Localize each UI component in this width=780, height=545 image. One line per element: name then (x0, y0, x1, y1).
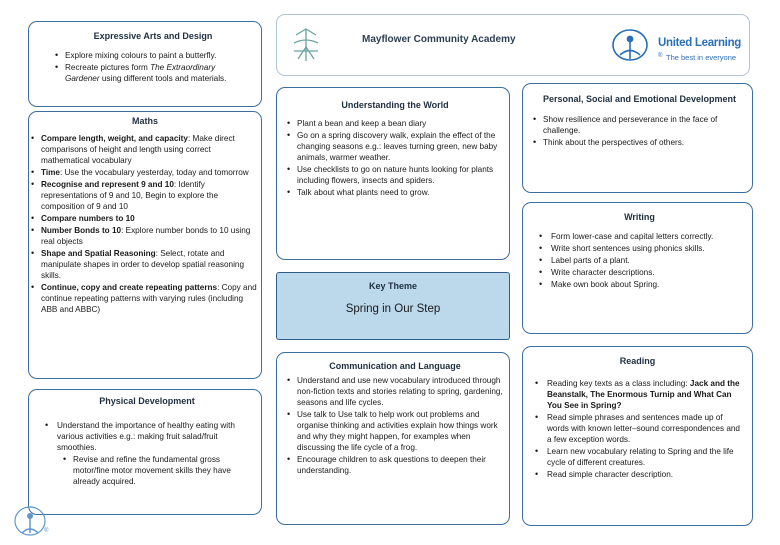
physical-box (28, 389, 262, 515)
list-item: • Write short sentences using phonics skills. (533, 243, 746, 254)
list-item: • Encourage children to ask questions to deepen their understanding. (287, 454, 503, 476)
psed-box (522, 83, 753, 193)
list-item: • Think about the perspectives of others. (533, 137, 746, 148)
list-item: • Show resilience and perseverance in the face of challenge. (533, 114, 746, 136)
key-theme-title: Key Theme (368, 281, 418, 291)
list-item: • Understand and use new vocabulary introduced through non-fiction texts and stories relating to spring, gardening, seasons and life cycles. (287, 375, 503, 408)
list-item: • Form lower-case and capital letters correctly. (533, 231, 746, 242)
key-theme-value: Spring in Our Step (345, 303, 441, 315)
psed-title: Personal, Social and Emotional Development (542, 94, 737, 104)
corner-logo-mark: ® (44, 528, 49, 534)
corner-logo-icon (12, 503, 48, 541)
list-item: • Compare length, weight, and capacity: Make direct comparisons of height and length using correct mathematical vocabulary (31, 133, 259, 166)
list-item: • Read simple character description. (529, 469, 746, 480)
communication-title: Communication and Language (329, 361, 461, 371)
reading-list (529, 378, 746, 480)
key-theme-box (276, 272, 510, 340)
maths-box (28, 111, 262, 379)
list-item: • Shape and Spatial Reasoning: Select, rotate and manipulate shapes in order to develop spatial reasoning skills. (31, 248, 259, 281)
list-item: • Go on a spring discovery walk, explain the effect of the changing seasons e.g.: leaves turning green, new baby animals, warmer weather. (287, 130, 503, 163)
trust-registered-mark: ® (658, 53, 663, 59)
trust-tagline: The best in everyone (666, 53, 737, 62)
list-item: • Use checklists to go on nature hunts looking for plants including flowers, insects and spiders. (287, 164, 503, 186)
physical-title: Physical Development (99, 396, 195, 406)
writing-title: Writing (624, 212, 655, 222)
world-box (276, 87, 510, 260)
communication-box (276, 352, 510, 525)
writing-list (533, 231, 746, 290)
reading-box (522, 346, 753, 526)
list-item: • Revise and refine the fundamental gross motor/fine motor movement skills they have already acquired. (39, 454, 255, 487)
list-item: • Reading key texts as a class including: Jack and the Beanstalk, The Enormous Turnip and What Can You See in Spring? (529, 378, 746, 411)
list-item: • Number Bonds to 10: Explore number bonds to 10 using real objects (31, 225, 259, 247)
list-item: • Continue, copy and create repeating patterns: Copy and continue repeating patterns with varying rules (including ABB and ABBC) (31, 282, 259, 315)
list-item: • Read simple phrases and sentences made up of words with known letter–sound correspondences and a few exception words. (529, 412, 746, 445)
maths-title: Maths (131, 116, 158, 126)
list-item: • Talk about what plants need to grow. (287, 187, 503, 198)
list-item: • Plant a bean and keep a bean diary (287, 118, 503, 129)
trust-logo-icon (608, 28, 654, 66)
school-name: Mayflower Community Academy (362, 34, 516, 45)
list-item: • Understand the importance of healthy eating with various activities e.g.: making fruit salad/fruit smoothies. (39, 420, 255, 453)
list-item: • Recreate pictures form The Extraordinary Gardener using different tools and materials. (55, 62, 251, 84)
psed-list (533, 114, 746, 148)
reading-title: Reading (619, 356, 656, 366)
list-item: • Make own book about Spring. (533, 279, 746, 290)
maths-list (31, 133, 259, 315)
expressive-arts-title: Expressive Arts and Design (93, 31, 213, 41)
world-title: Understanding the World (341, 100, 449, 110)
expressive-arts-box (28, 21, 262, 107)
list-item: • Label parts of a plant. (533, 255, 746, 266)
world-list (287, 118, 503, 198)
writing-box (522, 202, 753, 334)
communication-list (287, 375, 503, 476)
list-item: • Use talk to Use talk to help work out problems and organise thinking and activities explain how things work and why they might happen, for examples when discussing the life cycle of a frog. (287, 409, 503, 453)
list-item: • Learn new vocabulary relating to Spring and the life cycle of different creatures. (529, 446, 746, 468)
list-item: • Write character descriptions. (533, 267, 746, 278)
list-item: • Time: Use the vocabulary yesterday, today and tomorrow (31, 167, 259, 178)
list-item: • Recognise and represent 9 and 10: Identify representations of 9 and 10, Begin to explore the composition of 9 and 10 (31, 179, 259, 212)
academy-logo-icon (290, 25, 322, 65)
trust-logo (608, 28, 746, 68)
list-item: • Compare numbers to 10 (31, 213, 259, 224)
list-item: • Explore mixing colours to paint a butterfly. (55, 50, 251, 61)
trust-name: United Learning (658, 37, 742, 49)
